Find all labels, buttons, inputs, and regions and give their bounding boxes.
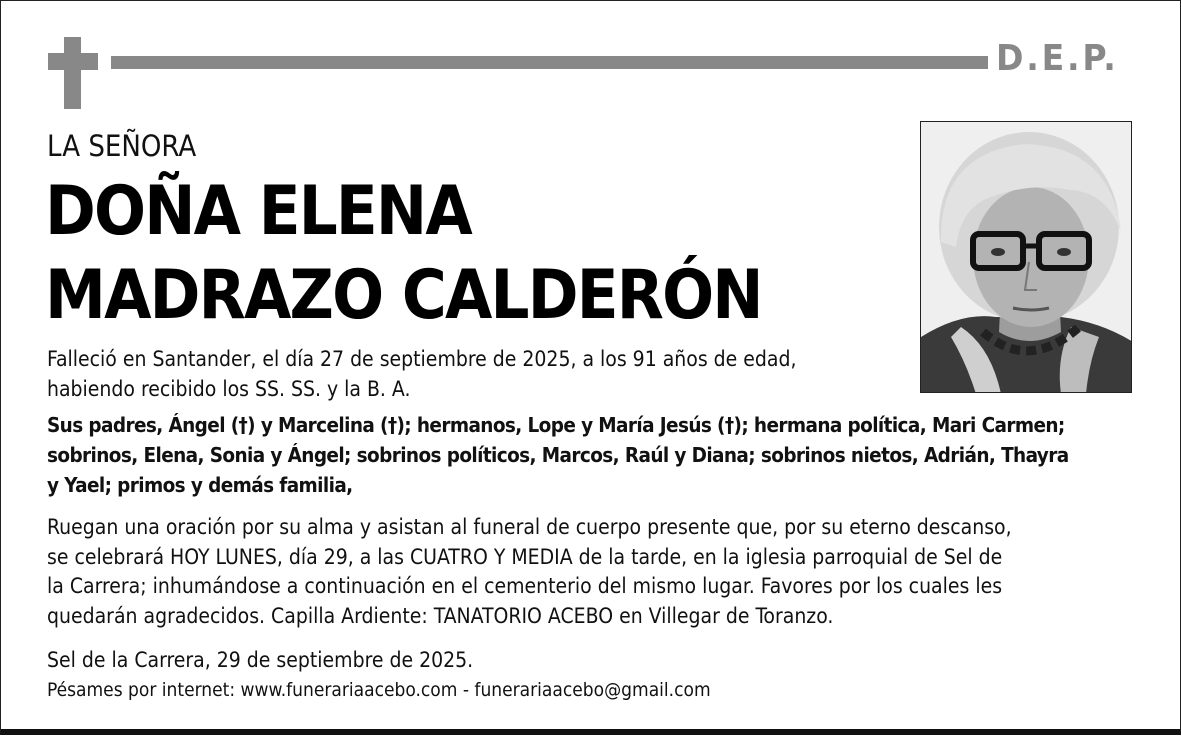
place-date: Sel de la Carrera, 29 de septiembre de 2025. [47, 648, 474, 672]
family-line: sobrinos, Elena, Sonia y Ángel; sobrinos políticos, Marcos, Raúl y Diana; sobrinos nietos, Adrián, Thayra [47, 443, 1069, 467]
condolences-contact: Pésames por internet: www.funerariaacebo.com - funerariaacebo@gmail.com [47, 679, 711, 701]
deceased-name-line1: DOÑA ELENA [45, 172, 471, 251]
death-notice-line: Falleció en Santander, el día 27 de septiembre de 2025, a los 91 años de edad, [47, 347, 797, 371]
deceased-name-line2: MADRAZO CALDERÓN [45, 256, 762, 335]
funeral-request-line: Ruegan una oración por su alma y asistan al funeral de cuerpo presente que, por su eterno descanso, [47, 515, 1012, 539]
deceased-portrait [920, 121, 1132, 393]
family-list [47, 410, 1069, 500]
portrait-illustration [921, 122, 1132, 393]
death-notice-line: habiendo recibido los SS. SS. y la B. A. [47, 376, 411, 401]
cross-icon [64, 37, 81, 109]
deceased-title: LA SEÑORA [47, 129, 197, 163]
funeral-request-line: quedarán agradecidos. Capilla Ardiente: TANATORIO ACEBO en Villegar de Toranzo. [47, 603, 834, 628]
family-line: y Yael; primos y demás familia, [47, 473, 353, 497]
funeral-request-line: se celebrará HOY LUNES, día 29, a las CUATRO Y MEDIA de la tarde, en la iglesia parroquial de Sel de [47, 544, 1003, 569]
funeral-request-line: la Carrera; inhumándose a continuación en el cementerio del mismo lugar. Favores por los cuales les [47, 574, 1003, 598]
family-line: Sus padres, Ángel (†) y Marcelina (†); hermanos, Lope y María Jesús (†); hermana política, Mari Carmen; [47, 413, 1065, 437]
death-notice [47, 345, 797, 404]
dep-label: D.E.P. [996, 38, 1119, 79]
cross-icon-arm [48, 53, 98, 70]
header-rule [111, 56, 988, 69]
funeral-request [47, 513, 1012, 631]
